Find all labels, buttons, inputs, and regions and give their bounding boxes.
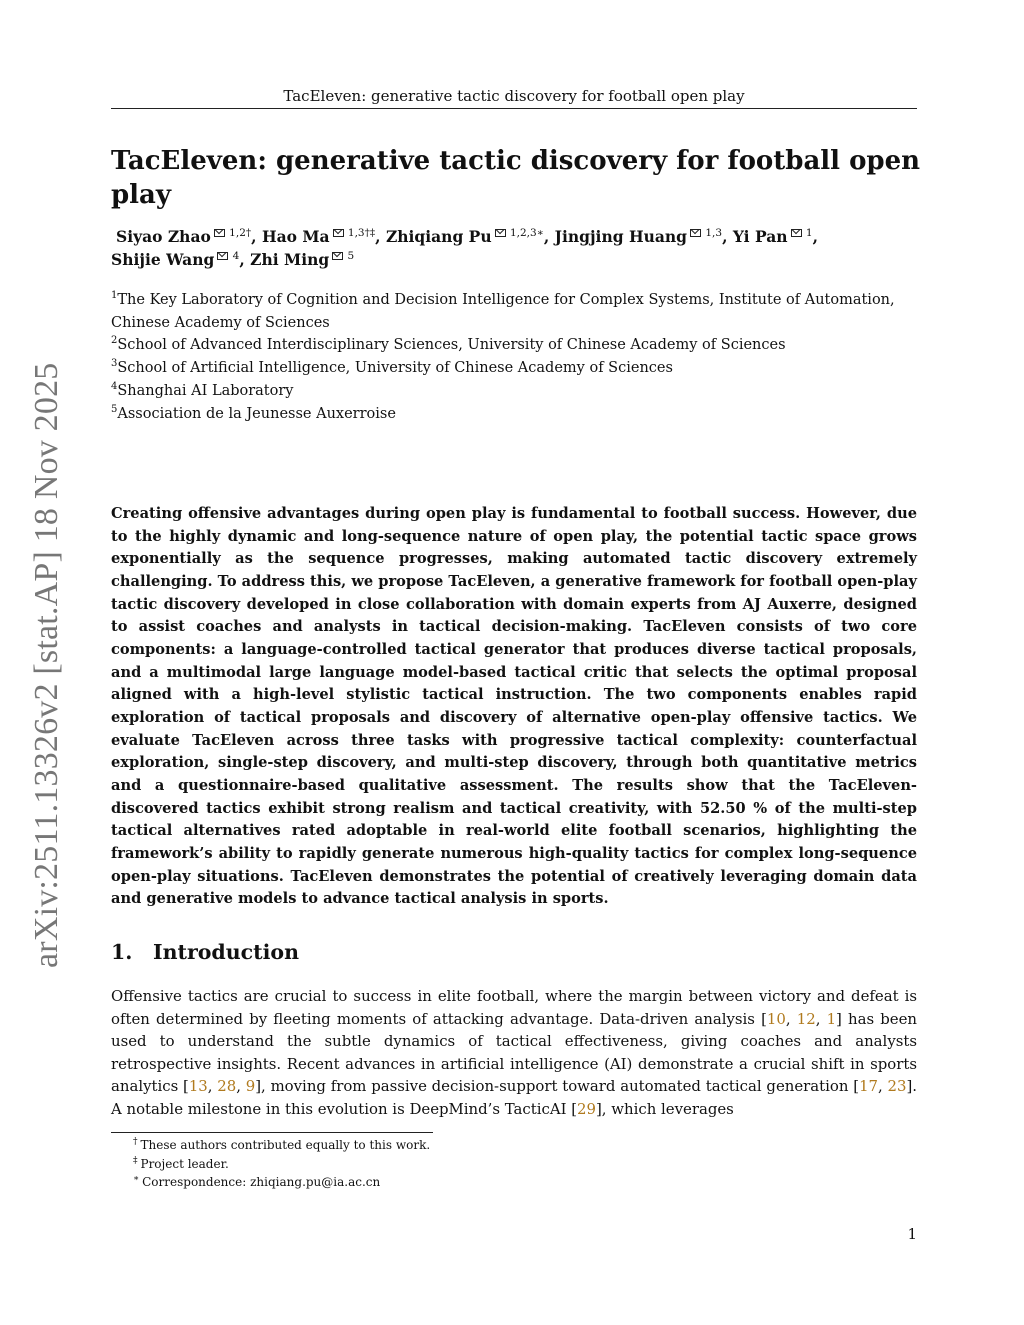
affiliation-number: 2 <box>111 335 118 347</box>
citation-link[interactable]: 12 <box>796 1009 816 1028</box>
author-separator: , <box>251 227 257 246</box>
author-name: Zhi Ming <box>250 250 330 269</box>
mail-icon[interactable] <box>791 229 802 237</box>
affiliation-number: 4 <box>111 380 118 392</box>
page-number: 1 <box>907 1225 917 1243</box>
author-affiliation-marks: 1 <box>802 227 813 239</box>
paragraph-text: Offensive tactics are crucial to success in elite football, where the margin between victory and defeat is often determined by fleeting moments of attacking advantage. Data-driven analysis [ <box>111 987 917 1028</box>
running-header: TacEleven: generative tactic discovery for football open play <box>283 87 745 105</box>
affiliation-item <box>111 403 917 426</box>
author-name: Hao Ma <box>261 227 330 246</box>
affiliation-item <box>111 380 917 403</box>
paragraph-text: , <box>785 1009 797 1028</box>
affiliation-item <box>111 289 917 334</box>
author-separator: , <box>239 250 245 269</box>
citation-link[interactable]: 13 <box>188 1077 208 1096</box>
affiliation-text: School of Artificial Intelligence, University of Chinese Academy of Sciences <box>117 360 673 377</box>
author-line <box>111 225 917 248</box>
author-separator: , <box>722 227 728 246</box>
author-name: Zhiqiang Pu <box>385 227 492 246</box>
footnote <box>133 1155 833 1174</box>
affiliation-text: The Key Laboratory of Cognition and Decision Intelligence for Complex Systems, Institute of Automation, Chinese Academy of Sciences <box>111 292 895 331</box>
affiliation-item <box>111 357 917 380</box>
author-name: Jingjing Huang <box>554 227 688 246</box>
arxiv-stamp: arXiv:2511.13326v2 [stat.AP] 18 Nov 2025 <box>28 362 65 968</box>
paragraph-text: , <box>207 1077 218 1096</box>
introduction-paragraph <box>111 985 917 1121</box>
author-affiliation-marks: 1,3†‡ <box>344 227 376 239</box>
affiliation-text: Shanghai AI Laboratory <box>117 382 294 399</box>
paper-title: TacEleven: generative tactic discovery for football open play <box>111 146 921 210</box>
footnote-mark: ∗ <box>133 1174 140 1185</box>
citation-link[interactable]: 23 <box>887 1077 907 1096</box>
affiliation-text: School of Advanced Interdisciplinary Sciences, University of Chinese Academy of Sciences <box>117 337 786 354</box>
footnote-text: Project leader. <box>140 1156 229 1171</box>
affiliation-number: 5 <box>111 403 118 415</box>
section-title: Introduction <box>153 940 299 964</box>
paragraph-text: ] has been used to understand the subtle dynamics of tactical effectiveness, giving coaches and analysts retrospective insights. Recent advances in artificial intelligence (AI) demonstrate a crucial shift in sports analytics [ <box>111 1009 917 1096</box>
author-separator: , <box>375 227 381 246</box>
footnote-list <box>133 1136 833 1192</box>
paragraph-text: ], which leverages <box>595 1099 734 1118</box>
affiliation-number: 3 <box>111 358 118 370</box>
mail-icon[interactable] <box>332 252 343 260</box>
author-separator: , <box>543 227 550 246</box>
abstract: Creating offensive advantages during open play is fundamental to football success. However, due to the highly dynamic and long-sequence nature of open play, the potential tactic space grows exponentially as the sequence progresses, making automated tactic discovery extremely challenging. To address this, we propose TacEleven, a generative framework for football open-play tactic discovery developed in close collaboration with domain experts from AJ Auxerre, designed to assist coaches and analysts in tactical decision-making. TacEleven consists of two core components: a language-controlled tactical generator that produces diverse tactical proposals, and a multimodal large language model-based tactical critic that selects the optimal proposal aligned with a high-level stylistic tactical instruction. The two components enables rapid exploration of tactical proposals and discovery of alternative open-play offensive tactics. We evaluate TacEleven across three tasks with progressive tactical complexity: counterfactual exploration, single-step discovery, and multi-step discovery, through both quantitative metrics and a questionnaire-based qualitative assessment. The results show that the TacEleven-discovered tactics exhibit strong realism and tactical creativity, with 52.50 % of the multi-step tactical alternatives rated adoptable in real-world elite football scenarios, highlighting the framework’s ability to rapidly generate numerous high-quality tactics for complex long-sequence open-play situations. TacEleven demonstrates the potential of creatively leveraging domain data and generative models to advance tactical analysis in sports. <box>111 505 917 908</box>
footnote <box>133 1173 833 1192</box>
affiliation-text: Association de la Jeunesse Auxerroise <box>117 405 396 422</box>
author <box>250 250 354 269</box>
paragraph-text: ], moving from passive decision-support toward automated tactical generation [ <box>255 1077 860 1096</box>
footnote <box>133 1136 833 1155</box>
citation-link[interactable]: 1 <box>826 1009 837 1028</box>
footnote-mark: ‡ <box>133 1155 138 1166</box>
author-name: Shijie Wang <box>111 250 215 269</box>
author-affiliation-marks: 4 <box>229 250 240 262</box>
mail-icon[interactable] <box>217 252 228 260</box>
affiliation-item <box>111 334 917 357</box>
affiliation-number: 1 <box>111 290 118 301</box>
footnote-text: These authors contributed equally to this work. <box>140 1138 431 1152</box>
citation-link[interactable]: 28 <box>217 1077 237 1096</box>
author-name: Siyao Zhao <box>116 227 211 246</box>
section-heading <box>111 938 917 966</box>
section-number: 1. <box>111 940 133 964</box>
citation-link[interactable]: 29 <box>577 1099 596 1118</box>
citation-link[interactable]: 10 <box>766 1009 786 1028</box>
author-line <box>111 248 917 271</box>
author-name: Yi Pan <box>732 227 788 246</box>
paragraph-text: , <box>236 1077 246 1096</box>
citation-link[interactable]: 9 <box>245 1077 256 1096</box>
mail-icon[interactable] <box>214 229 225 237</box>
paragraph-text: , <box>878 1077 888 1096</box>
author <box>111 250 245 269</box>
author <box>386 227 549 246</box>
header-rule <box>111 108 917 109</box>
footnote-mark: † <box>133 1137 138 1147</box>
author <box>733 227 818 246</box>
author-separator: , <box>812 227 818 246</box>
author-list <box>111 225 917 271</box>
author <box>116 227 257 246</box>
author-affiliation-marks: 5 <box>344 250 355 262</box>
author <box>555 227 728 246</box>
paragraph-text: ]. A notable milestone in this evolution is DeepMind’s TacticAI [ <box>111 1077 918 1118</box>
citation-link[interactable]: 17 <box>859 1077 879 1096</box>
author-affiliation-marks: 1,2,3∗ <box>506 227 544 239</box>
author-affiliation-marks: 1,2† <box>225 227 252 239</box>
author-affiliation-marks: 1,3 <box>702 227 723 239</box>
mail-icon[interactable] <box>333 229 344 237</box>
mail-icon[interactable] <box>690 229 701 237</box>
author <box>262 227 381 246</box>
footnote-rule <box>111 1132 433 1133</box>
footnote-text: Correspondence: zhiqiang.pu@ia.ac.cn <box>142 1175 381 1190</box>
mail-icon[interactable] <box>495 229 506 237</box>
affiliation-list <box>111 289 917 425</box>
paragraph-text: , <box>815 1009 827 1028</box>
